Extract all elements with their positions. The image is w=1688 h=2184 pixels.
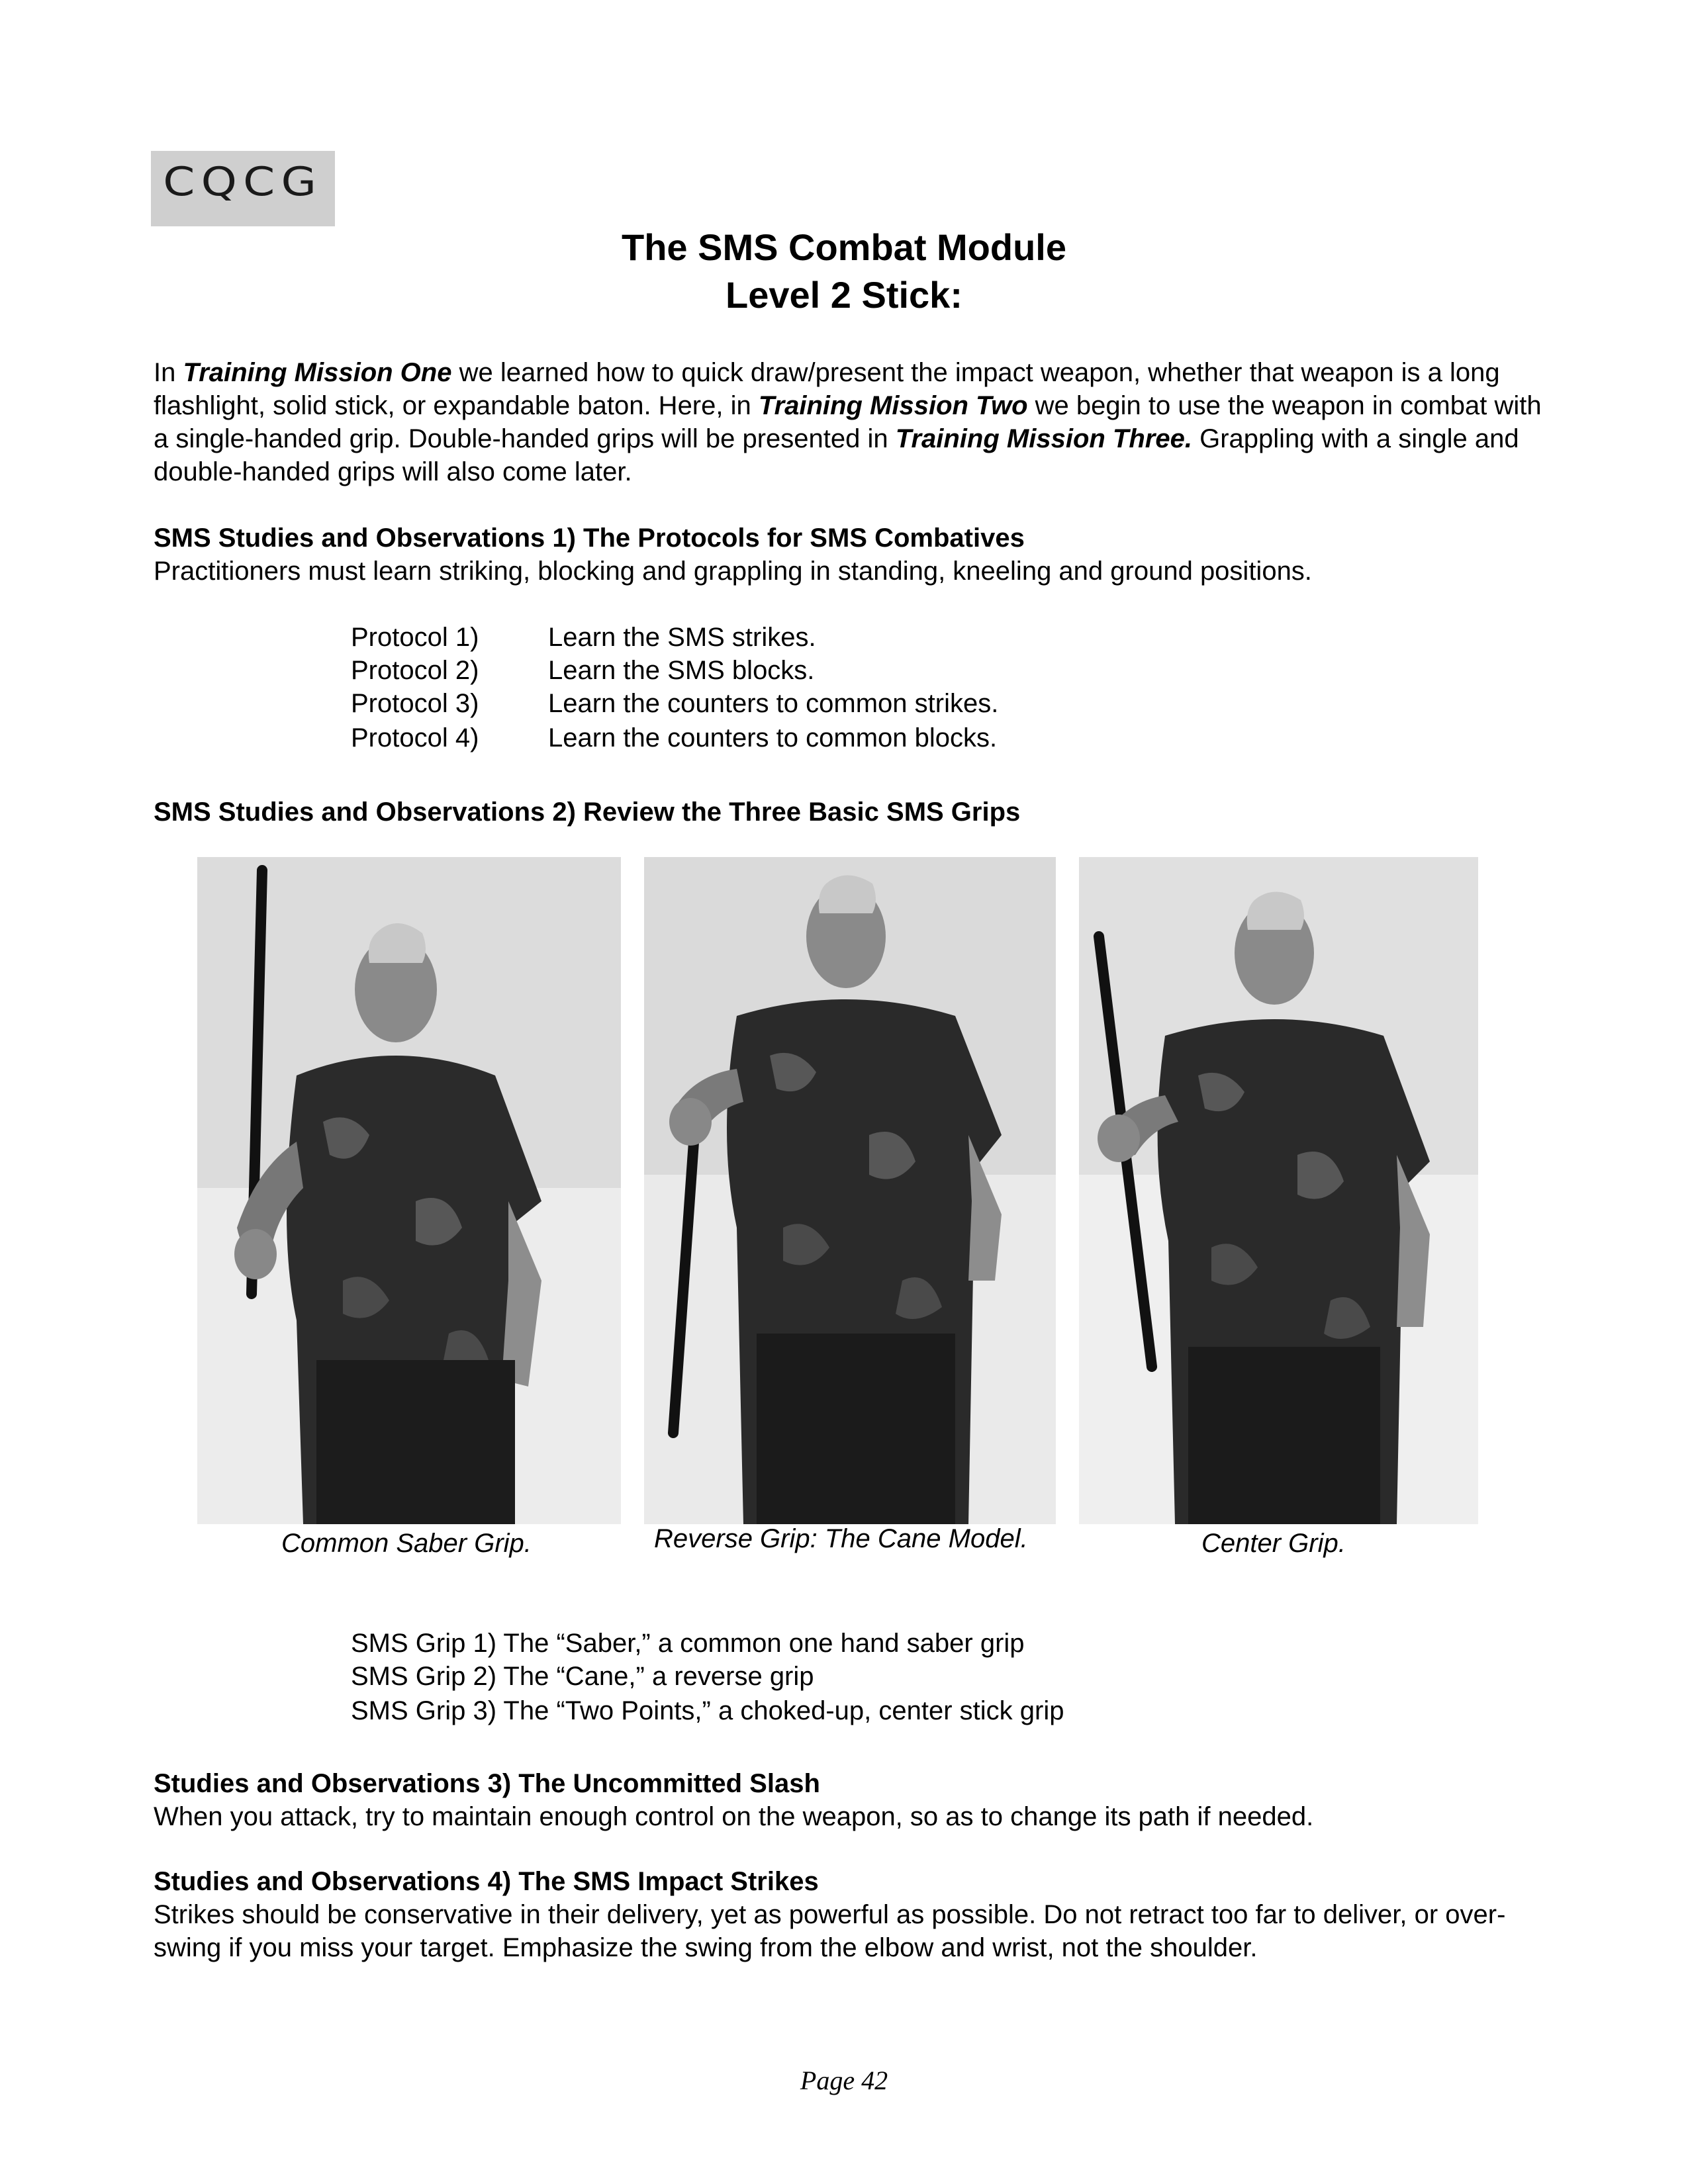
section1-heading: SMS Studies and Observations 1) The Protocols for SMS Combatives: [154, 523, 1025, 553]
section3-heading: Studies and Observations 3) The Uncommitted Slash: [154, 1769, 820, 1798]
page-number: Page 42: [800, 2066, 888, 2095]
protocol-description: Learn the SMS strikes.: [548, 623, 816, 652]
training-mission-two: Training Mission Two: [758, 391, 1028, 420]
saber-grip-photo: [197, 857, 621, 1524]
page-subtitle: Level 2 Stick:: [726, 274, 962, 316]
protocol-description: Learn the SMS blocks.: [548, 656, 815, 685]
protocol-number: Protocol 3): [351, 689, 479, 718]
logo-text: CQCG: [163, 159, 323, 205]
caption-reverse-grip: Reverse Grip: The Cane Model.: [654, 1524, 1028, 1553]
section1-text: Practitioners must learn striking, blocking and grappling in standing, kneeling and ground positions.: [154, 557, 1312, 586]
section3-text: When you attack, try to maintain enough control on the weapon, so as to change its path if needed.: [154, 1802, 1314, 1831]
section2-heading: SMS Studies and Observations 2) Review the Three Basic SMS Grips: [154, 797, 1021, 827]
grip-item: SMS Grip 3) The “Two Points,” a choked-up, center stick grip: [351, 1696, 1064, 1725]
section4-text: Strikes should be conservative in their delivery, yet as powerful as possible. Do not retract too far to deliver, or over-swing if you miss your target. Emphasize the swing from the elbow and wrist, not the shoulder.: [154, 1900, 1506, 1962]
protocol-description: Learn the counters to common blocks.: [548, 723, 998, 752]
caption-center-grip: Center Grip.: [1201, 1529, 1346, 1558]
cqcg-logo: [151, 151, 335, 226]
grip-item: SMS Grip 2) The “Cane,” a reverse grip: [351, 1662, 814, 1691]
protocol-number: Protocol 2): [351, 656, 479, 685]
training-mission-three: Training Mission Three.: [895, 424, 1192, 453]
center-grip-photo: [1079, 857, 1478, 1524]
page-title: The SMS Combat Module: [622, 226, 1066, 268]
intro-paragraph: In Training Mission One we learned how to quick draw/present the impact weapon, whether that weapon is a long flashlight, solid stick, or expandable baton. Here, in Training Mission Two we begin to use the weapon in combat with a single-handed grip. Double-handed grips will be presented in Training Mission Three. Grappling with a single and double-handed grips will also come later.: [154, 358, 1542, 486]
section4-heading: Studies and Observations 4) The SMS Impact Strikes: [154, 1867, 819, 1896]
protocol-number: Protocol 4): [351, 723, 479, 752]
protocol-number: Protocol 1): [351, 623, 479, 652]
protocol-description: Learn the counters to common strikes.: [548, 689, 999, 718]
training-mission-one: Training Mission One: [183, 358, 452, 387]
reverse-grip-photo: [644, 857, 1056, 1524]
grip-item: SMS Grip 1) The “Saber,” a common one hand saber grip: [351, 1629, 1025, 1658]
caption-saber-grip: Common Saber Grip.: [281, 1529, 532, 1558]
